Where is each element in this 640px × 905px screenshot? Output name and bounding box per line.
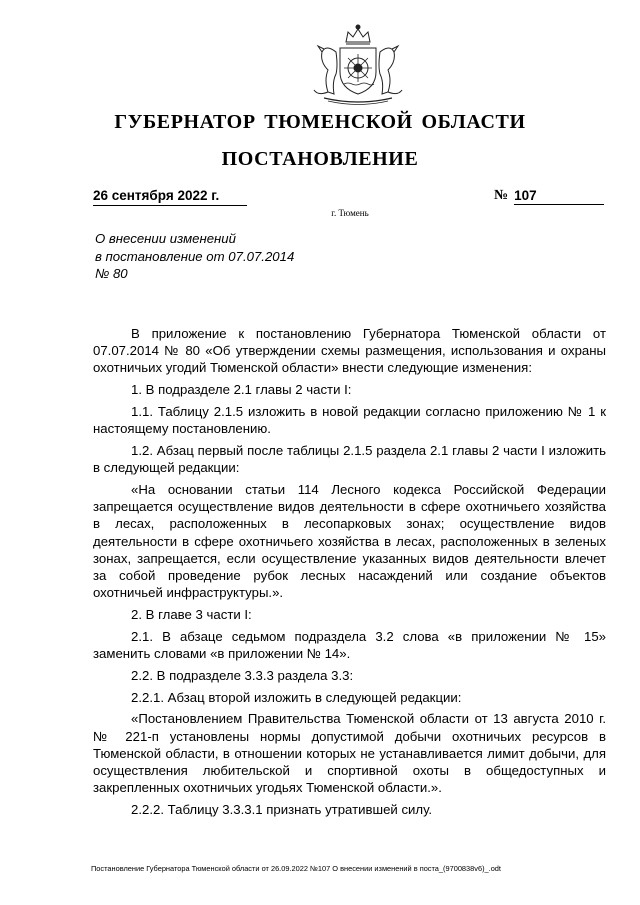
document-type: ПОСТАНОВЛЕНИЕ: [221, 148, 419, 170]
body-paragraph: 2. В главе 3 части I:: [131, 607, 252, 623]
subject-line: № 80: [95, 266, 128, 281]
document-number: [494, 188, 604, 205]
number-sign: №: [494, 188, 509, 203]
document-date: 26 сентября 2022 г.: [93, 188, 247, 206]
tyumen-coat-of-arms-icon: [298, 22, 418, 106]
body-paragraph: 1.1. Таблицу 2.1.5 изложить в новой редакции согласно приложению № 1 к настоящему постановлению.: [93, 404, 606, 437]
body-paragraph: 1.2. Абзац первый после таблицы 2.1.5 раздела 2.1 главы 2 части I изложить в следующей редакции:: [93, 443, 606, 476]
body-paragraph: 1. В подразделе 2.1 главы 2 части I:: [131, 382, 352, 398]
body-paragraph: 2.2.2. Таблицу 3.3.3.1 признать утратившей силу.: [131, 802, 433, 818]
city-label: г. Тюмень: [331, 208, 369, 218]
body-paragraph: «Постановлением Правительства Тюменской области от 13 августа 2010 г. № 221-п установлены нормы допустимой добычи охотничьих ресурсов в Тюменской области, в отношении которых не устанавливается лимит добычи, для осуществления любительской и спортивной охоты в общедоступных и закрепленных охотничьих угодьях Тюменской области.».: [93, 711, 606, 796]
number-value: 107: [514, 188, 604, 205]
body-paragraph: 2.2.1. Абзац второй изложить в следующей редакции:: [131, 689, 462, 705]
body-paragraph: 2.1. В абзаце седьмом подраздела 3.2 слова «в приложении № 15» заменить словами «в приложении № 14».: [93, 628, 606, 662]
document-body: [93, 325, 606, 823]
page-footer: Постановление Губернатора Тюменской области от 26.09.2022 №107 О внесении изменений в поста_(9700838v6)_.odt: [91, 864, 501, 873]
authority-title: ГУБЕРНАТОР ТЮМЕНСКОЙ ОБЛАСТИ: [114, 111, 526, 133]
body-paragraph: «На основании статьи 114 Лесного кодекса Российской Федерации запрещается осуществление видов деятельности в сфере охотничьего хозяйства в лесах, расположенных в лесопарковых зонах; осуществление видов деятельности в сфере охотничьего хозяйства в лесах, расположенных в зеленых зонах, запрещается, если осуществление указанных видов деятельности влечет за собой проведение рубок лесных насаждений или создание объектов охотничьей инфраструктуры.».: [93, 482, 606, 601]
document-subject: [95, 230, 375, 283]
body-paragraph: 2.2. В подразделе 3.3.3 раздела 3.3:: [131, 667, 354, 683]
subject-line: в постановление от 07.07.2014: [95, 248, 295, 264]
subject-line: О внесении изменений: [95, 231, 236, 246]
body-paragraph: В приложение к постановлению Губернатора Тюменской области от 07.07.2014 № 80 «Об утверждении схемы размещения, использования и охраны охотничьих угодий Тюменской области» внести следующие изменения:: [93, 326, 606, 376]
